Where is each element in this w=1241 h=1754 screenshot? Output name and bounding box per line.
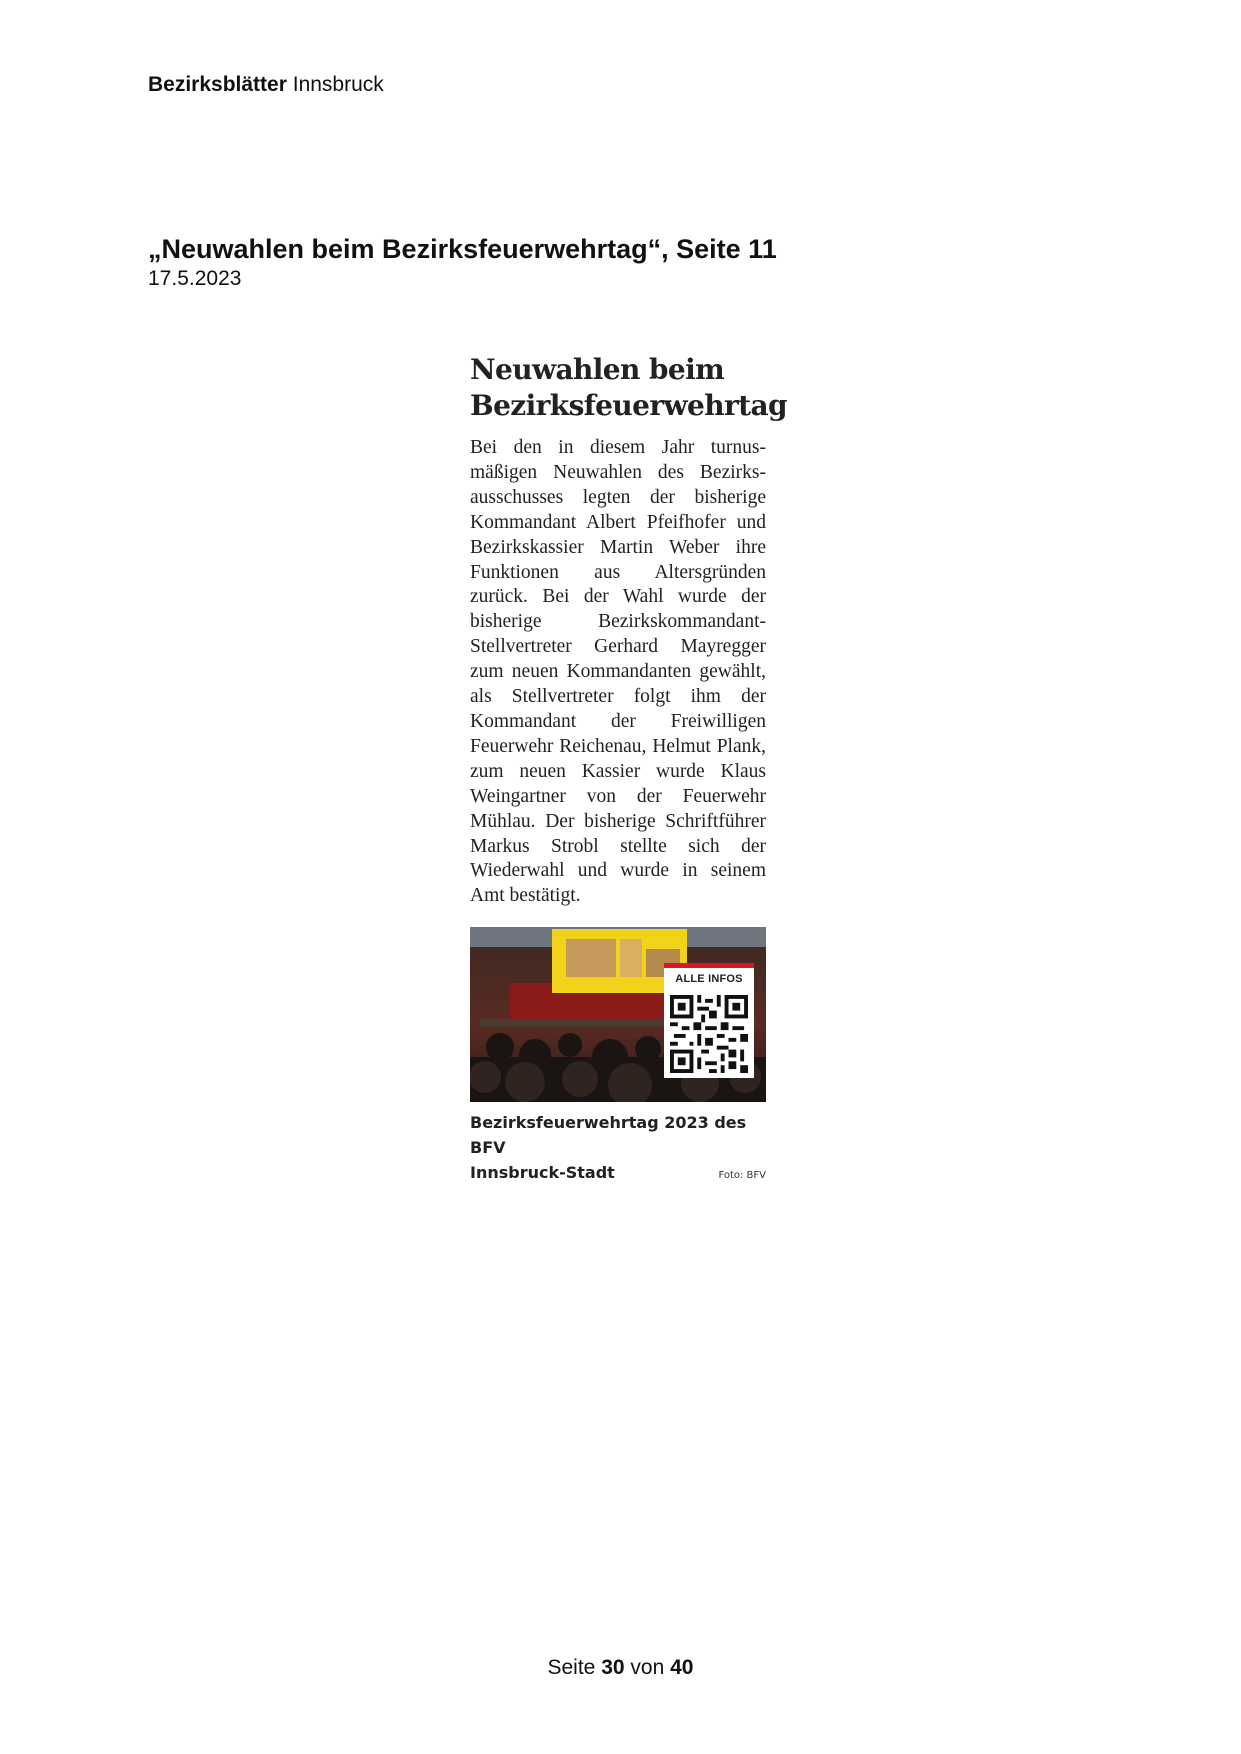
publication-name: Bezirksblätter: [148, 73, 287, 96]
footer-current-page: 30: [601, 1656, 625, 1679]
headline-line-1: Neuwahlen beim: [470, 353, 725, 386]
photo-credit: Foto: BFV: [718, 1170, 766, 1181]
footer-middle: von: [630, 1656, 665, 1679]
qr-code-icon: [669, 995, 749, 1073]
caption-line-2: Innsbruck-Stadt: [470, 1163, 615, 1182]
newspaper-clipping: [470, 352, 787, 909]
article-photo: [470, 927, 766, 1102]
article-headline: [470, 352, 787, 424]
photo-caption: [470, 1110, 766, 1185]
qr-label: ALLE INFOS: [675, 973, 743, 985]
caption-line-1: Bezirksfeuerwehrtag 2023 des BFV: [470, 1113, 747, 1157]
headline-line-2: Bezirksfeuerwehrtag: [470, 389, 787, 422]
publication-region: Innsbruck: [292, 73, 384, 96]
reference-title: „Neuwahlen beim Bezirksfeuerwehrtag“, Seite 11: [148, 234, 777, 264]
qr-code-box[interactable]: [664, 963, 754, 1078]
publication-header: [148, 73, 384, 97]
article-reference: [148, 234, 777, 291]
reference-date: 17.5.2023: [148, 267, 242, 290]
footer-prefix: Seite: [547, 1656, 596, 1679]
page-footer: [0, 1656, 1241, 1680]
article-body: Bei den in diesem Jahr turnusmäßigen Neuwahlen des Bezirksausschusses legten der bisherige Kommandant Albert Pfeifhofer und Bezirkskassier Martin Weber ihre Funktionen aus Altersgründen zurück. Bei der Wahl wurde der bisherige Bezirkskommandant-Stellvertreter Gerhard Mayregger zum neuen Kommandanten gewählt, als Stellvertreter folgt ihm der Kommandant der Freiwilligen Feuerwehr Reichenau, Helmut Plank, zum neuen Kassier wurde Klaus Weingartner von der Feuerwehr Mühlau. Der bisherige Schriftführer Markus Strobl stellte sich der Wiederwahl und wurde in seinem Amt bestätigt.: [470, 437, 766, 907]
footer-total-pages: 40: [670, 1656, 694, 1679]
